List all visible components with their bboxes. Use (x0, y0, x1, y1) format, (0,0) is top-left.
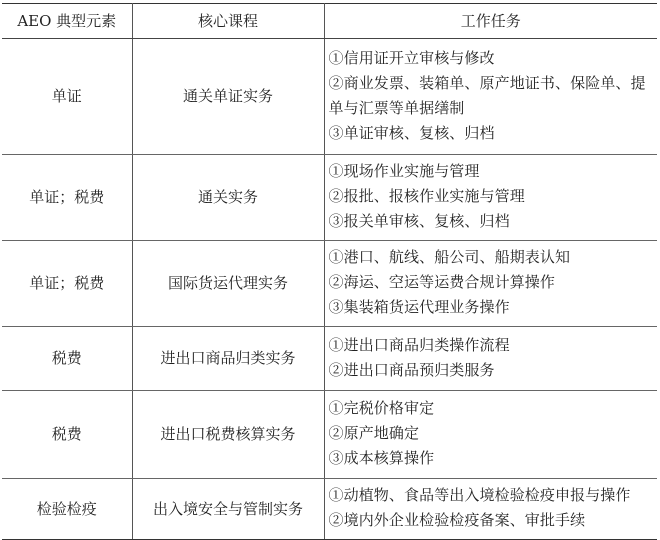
header-row (2, 4, 657, 39)
task-item: ②进出口商品预归类服务 (328, 360, 495, 379)
aeo-element-cell: 检验检疫 (2, 479, 132, 540)
table-row (2, 241, 657, 327)
header-core-course: 核心课程 (132, 4, 324, 39)
work-tasks-cell (324, 479, 657, 540)
task-item: ②报批、报核作业实施与管理 (328, 187, 525, 205)
core-course-cell: 国际货运代理实务 (132, 241, 324, 327)
task-item: ①现场作业实施与管理 (328, 162, 480, 180)
work-tasks-cell (324, 155, 657, 241)
task-item: ①进出口商品归类操作流程 (328, 335, 510, 354)
task-item: ①港口、航线、船公司、船期表认知 (328, 248, 571, 266)
aeo-course-table (2, 3, 657, 540)
aeo-element-cell: 税费 (2, 391, 132, 479)
table-row (2, 327, 657, 391)
aeo-element-cell: 税费 (2, 327, 132, 391)
work-tasks-cell (324, 327, 657, 391)
task-item: ①完税价格审定 (328, 399, 435, 417)
work-tasks-cell (324, 39, 657, 155)
task-item: ③单证审核、复核、归档 (328, 123, 495, 142)
core-course-cell: 进出口商品归类实务 (132, 327, 324, 391)
core-course-cell: 通关单证实务 (132, 39, 324, 155)
task-item: ②原产地确定 (328, 424, 420, 442)
header-work-tasks: 工作任务 (324, 4, 657, 39)
table-row (2, 391, 657, 479)
core-course-cell: 通关实务 (132, 155, 324, 241)
task-item: ①信用证开立审核与修改 (328, 48, 495, 67)
header-aeo-element: AEO 典型元素 (2, 4, 132, 39)
task-item: ①动植物、食品等出入境检验检疫申报与操作 (328, 486, 631, 504)
work-tasks-cell (324, 241, 657, 327)
core-course-cell: 进出口税费核算实务 (132, 391, 324, 479)
task-item: ②商业发票、装箱单、原产地证书、保险单、提单与汇票等单据缮制 (328, 73, 646, 117)
table-row (2, 155, 657, 241)
task-item: ③成本核算操作 (328, 449, 435, 467)
aeo-element-cell: 单证 (2, 39, 132, 155)
task-item: ③集装箱货运代理业务操作 (328, 298, 510, 316)
aeo-element-cell: 单证；税费 (2, 155, 132, 241)
core-course-cell: 出入境安全与管制实务 (132, 479, 324, 540)
work-tasks-cell (324, 391, 657, 479)
task-item: ②海运、空运等运费合规计算操作 (328, 273, 556, 291)
table-row (2, 39, 657, 155)
task-item: ③报关单审核、复核、归档 (328, 212, 510, 230)
aeo-element-cell: 单证；税费 (2, 241, 132, 327)
task-item: ②境内外企业检验检疫备案、审批手续 (328, 511, 586, 529)
table-row (2, 479, 657, 540)
